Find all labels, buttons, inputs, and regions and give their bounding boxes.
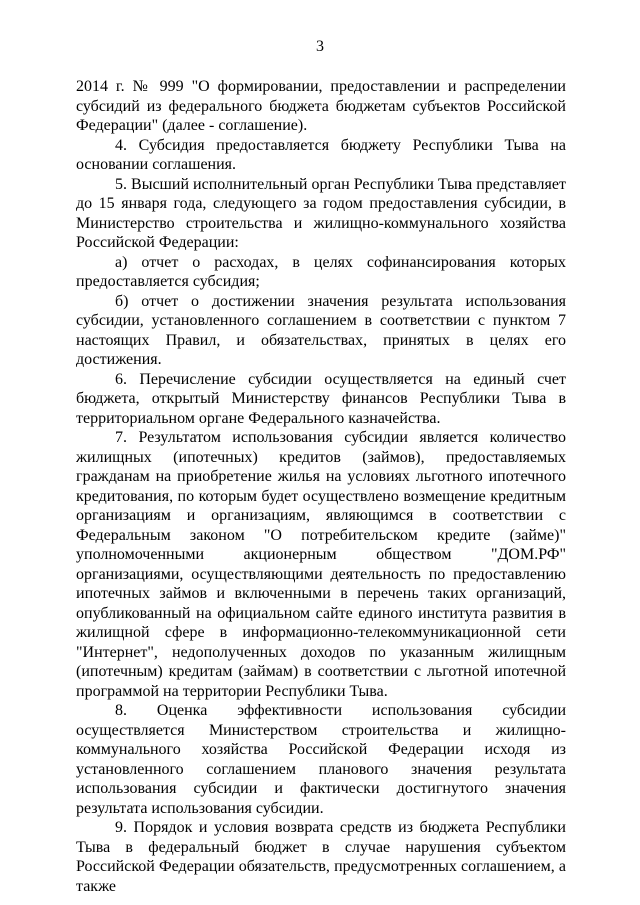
paragraph-item-5a: а) отчет о расходах, в целях софинансирования которых предоставляется субсидия; xyxy=(76,253,566,290)
paragraph-item-7: 7. Результатом использования субсидии является количество жилищных (ипотечных) кредитов (займов), предоставляемых гражданам на приобретение жилья на условиях льготного ипотечного кредитования, по которым будет осуществлено возмещение кредитным организациям и организациям, являющимся в соответствии с Федеральным законом "О потребительском кредите (займе)" уполномоченными акционерным обществом "ДОМ.РФ" организациями, осуществляющими деятельность по предоставлению ипотечных займов и включенными в перечень таких организаций, опубликованный на официальном сайте единого института развития в жилищной сфере в информационно-телекоммуникационной сети "Интернет", недополученных доходов по указанным жилищным (ипотечным) кредитам (займам) в соответствии с льготной ипотечной программой на территории Республики Тыва. xyxy=(76,429,566,700)
page-number: 3 xyxy=(316,38,324,55)
paragraph-continuation: 2014 г. № 999 "О формировании, предоставлении и распределении субсидий из федерального бюджета бюджетам субъектов Российской Федерации" (далее - соглашение). xyxy=(76,78,566,134)
paragraph-item-5b: б) отчет о достижении значения результата использования субсидии, установленного соглашением в соответствии с пунктом 7 настоящих Правил, и обязательствах, принятых в целях его достижения. xyxy=(76,292,566,368)
paragraph-item-6: 6. Перечисление субсидии осуществляется на единый счет бюджета, открытый Министерству финансов Республики Тыва в территориальном органе Федерального казначейства. xyxy=(76,370,566,427)
paragraph-item-8: 8. Оценка эффективности использования субсидии осуществляется Министерством строительства и жилищно-коммунального хозяйства Российской Федерации исходя из установленного соглашением планового значения результата использования субсидии и фактически достигнутого значения результата использования субсидии. xyxy=(76,702,566,817)
paragraph-item-4: 4. Субсидия предоставляется бюджету Республики Тыва на основании соглашения. xyxy=(76,136,566,173)
document-body xyxy=(76,77,566,896)
paragraph-item-9: 9. Порядок и условия возврата средств из бюджета Республики Тыва в федеральный бюджет в случае нарушения субъектом Российской Федерации обязательств, предусмотренных соглашением, а также xyxy=(76,819,566,895)
paragraph-item-5: 5. Высший исполнительный орган Республики Тыва представляет до 15 января года, следующего за годом предоставления субсидии, в Министерство строительства и жилищно-коммунального хозяйства Российской Федерации: xyxy=(76,175,566,251)
